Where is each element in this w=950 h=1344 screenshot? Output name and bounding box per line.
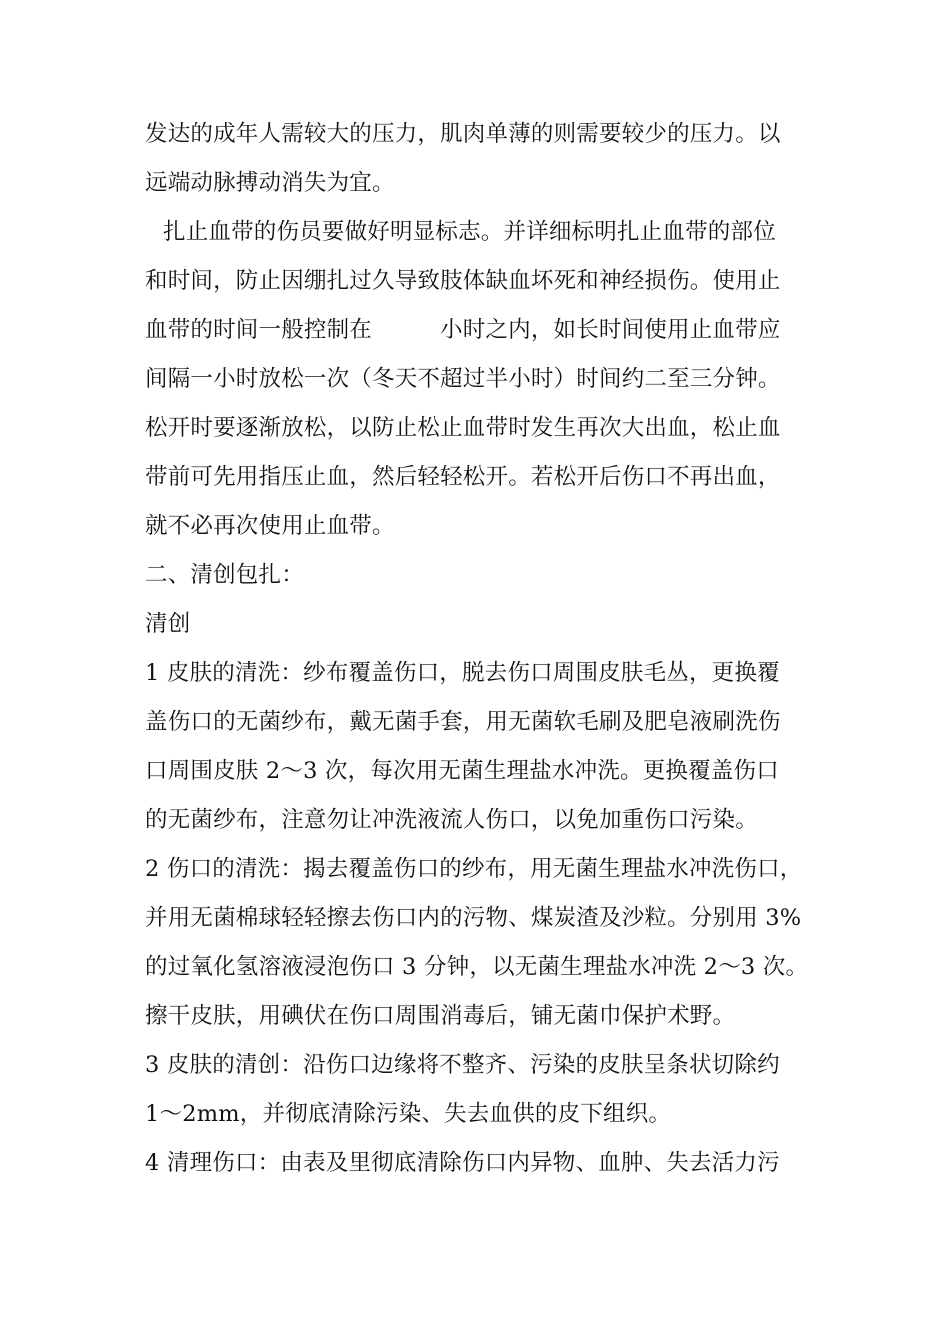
text-line: 和时间，防止因绷扎过久导致肢体缺血坏死和神经损伤。使用止 — [145, 268, 781, 294]
text-line: 1～2mm，并彻底清除污染、失去血供的皮下组织。 — [145, 1101, 672, 1127]
text-line: 的无菌纱布，注意勿让冲洗液流人伤口，以免加重伤口污染。 — [145, 807, 758, 833]
section-heading: 二、清创包扎： — [145, 562, 304, 588]
text-line: 扎止血带的伤员要做好明显标志。并详细标明扎止血带的部位 — [163, 219, 776, 245]
text-line: 间隔一小时放松一次（冬天不超过半小时）时间约二至三分钟。 — [145, 366, 781, 392]
document-body — [145, 110, 810, 1188]
text-line: 1 皮肤的清洗：纱布覆盖伤口，脱去伤口周围皮肤毛丛，更换覆 — [145, 660, 780, 686]
text-line: 远端动脉搏动消失为宜。 — [145, 170, 395, 196]
text-line: 的过氧化氢溶液浸泡伤口 3 分钟，以无菌生理盐水冲洗 2～3 次。 — [145, 954, 809, 980]
text-line: 2 伤口的清洗：揭去覆盖伤口的纱布，用无菌生理盐水冲洗伤口， — [145, 856, 803, 882]
text-line: 并用无菌棉球轻轻擦去伤口内的污物、煤炭渣及沙粒。分别用 3% — [145, 905, 802, 931]
text-line: 盖伤口的无菌纱布，戴无菌手套，用无菌软毛刷及肥皂液刷洗伤 — [145, 709, 781, 735]
text-line: 口周围皮肤 2～3 次，每次用无菌生理盐水冲洗。更换覆盖伤口 — [145, 758, 779, 784]
text-line — [145, 306, 810, 355]
text-line: 发达的成年人需较大的压力，肌肉单薄的则需要较少的压力。以 — [145, 121, 781, 147]
text-line: 松开时要逐渐放松，以防止松止血带时发生再次大出血，松止血 — [145, 415, 781, 441]
text-line: 擦干皮肤，用碘伏在伤口周围消毒后，铺无菌巾保护术野。 — [145, 1003, 736, 1029]
text-line: 3 皮肤的清创：沿伤口边缘将不整齐、污染的皮肤呈条状切除约 — [145, 1052, 780, 1078]
text-line: 带前可先用指压止血，然后轻轻松开。若松开后伤口不再出血， — [145, 464, 781, 490]
text-segment: 血带的时间一般控制在 — [145, 317, 373, 343]
text-segment: 小时之内，如长时间使用止血带应 — [440, 317, 781, 343]
text-line: 4 清理伤口：由表及里彻底清除伤口内异物、血肿、失去活力污 — [145, 1150, 780, 1176]
subsection-heading: 清创 — [145, 611, 191, 637]
text-line: 就不必再次使用止血带。 — [145, 513, 395, 539]
